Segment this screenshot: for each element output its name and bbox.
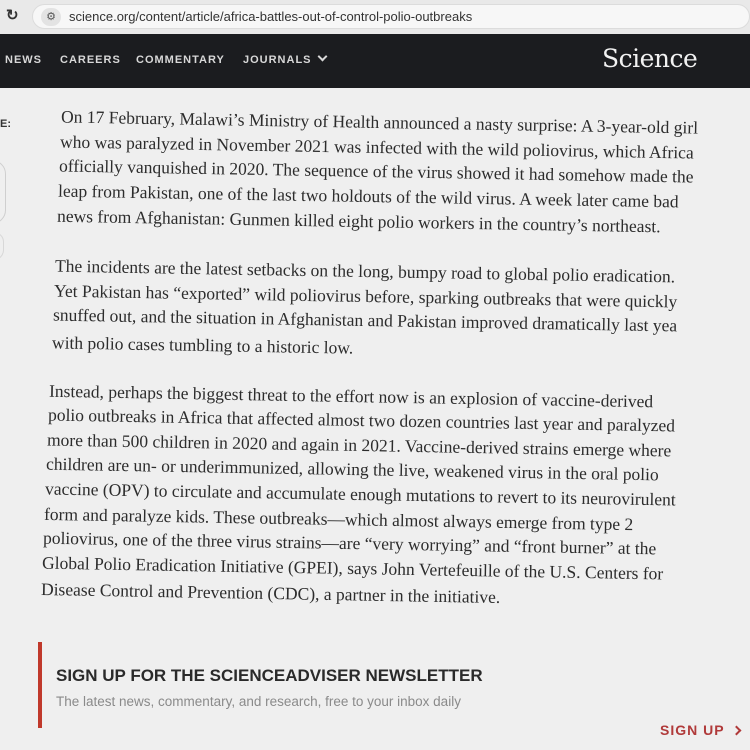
science-logo[interactable]: Science	[602, 44, 698, 73]
nav-news[interactable]: NEWS	[5, 54, 42, 66]
url-text[interactable]: science.org/content/article/africa-battles-out-of-control-polio-outbreaks	[69, 9, 473, 24]
gutter-button-outline[interactable]	[0, 160, 6, 224]
tune-icon[interactable]: ⚙	[41, 8, 61, 26]
newsletter-title: SIGN UP FOR THE SCIENCEADVISER NEWSLETTER	[56, 666, 483, 685]
article-line: polio outbreaks in Africa that affected almost two dozen countries last year and paralyzed	[47, 404, 676, 436]
article-line: officially vanquished in 2020. The sequence of the virus showed it had somehow made the	[58, 155, 694, 187]
article-line: who was paralyzed in November 2021 was infected with the wild poliovirus, which Africa	[59, 131, 694, 163]
article-line: The incidents are the latest setbacks on the long, bumpy road to global polio eradication.	[54, 255, 676, 287]
newsletter-signup	[36, 642, 750, 742]
gutter-label: E:	[0, 118, 11, 130]
article-line: vaccine (OPV) to circulate and accumulate enough mutations to revert to its neurovirulent	[44, 478, 676, 510]
article-line: news from Afghanistan: Gunmen killed eight polio workers in the country’s northeast.	[56, 205, 661, 237]
article-line: children are un- or underimmunized, allowing the live, weakened virus in the oral polio	[45, 453, 659, 485]
sign-up-button[interactable]	[660, 722, 740, 738]
newsletter-subtitle: The latest news, commentary, and research, free to your inbox daily	[56, 694, 461, 709]
nav-commentary[interactable]: COMMENTARY	[136, 54, 225, 66]
article-line: form and paralyze kids. These outbreaks—which almost always emerge from type 2	[43, 503, 634, 535]
article-line: poliovirus, one of the three virus strains—are “very worrying” and “front burner” at the	[42, 527, 657, 559]
chevron-down-icon	[317, 52, 327, 62]
nav-careers[interactable]: CAREERS	[60, 54, 121, 66]
article-line: snuffed out, and the situation in Afghanistan and Pakistan improved dramatically last yea	[52, 304, 678, 336]
nav-journals[interactable]	[243, 54, 326, 66]
article-line: On 17 February, Malawi’s Ministry of Health announced a nasty surprise: A 3-year-old girl	[60, 106, 699, 138]
article-line: Instead, perhaps the biggest threat to the effort now is an explosion of vaccine-derived	[48, 380, 654, 412]
accent-bar	[38, 642, 42, 728]
site-nav	[0, 34, 750, 88]
url-field[interactable]	[32, 4, 750, 29]
article-line: Global Polio Eradication Initiative (GPEI), says John Vertefeuille of the U.S. Centers for	[41, 552, 664, 584]
reload-icon[interactable]: ↻	[6, 7, 19, 24]
article-line: Disease Control and Prevention (CDC), a partner in the initiative.	[40, 578, 501, 608]
article-line: with polio cases tumbling to a historic low.	[51, 332, 354, 358]
nav-journals-label: JOURNALS	[243, 54, 312, 66]
article-line: leap from Pakistan, one of the last two holdouts of the wild virus. A week later came bad	[57, 180, 679, 212]
browser-address-bar	[0, 0, 750, 34]
article-line: more than 500 children in 2020 and again in 2021. Vaccine-derived strains emerge where	[46, 429, 672, 461]
chevron-right-icon	[731, 726, 741, 736]
gutter-button-outline-2[interactable]	[0, 232, 4, 260]
sign-up-label: SIGN UP	[660, 722, 725, 738]
article-line: Yet Pakistan has “exported” wild poliovirus before, sparking outbreaks that were quickly	[53, 280, 678, 312]
